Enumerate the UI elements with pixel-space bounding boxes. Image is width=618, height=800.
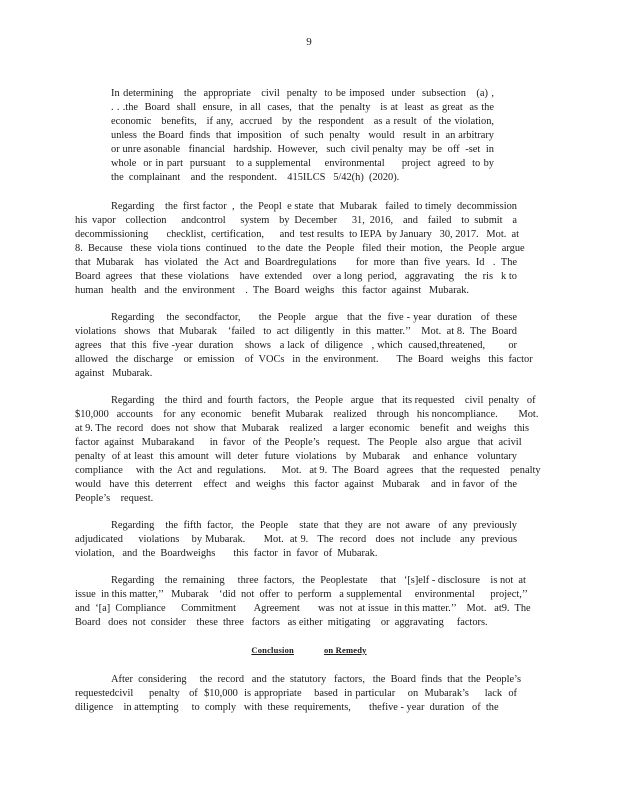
quote-line: whole or in part pursuant to a supplemental environmental project agreed to by [111,158,494,169]
paragraph-line: Regarding the first factor , the Peopl e state that Mubarak failed to timely decommission [111,201,517,212]
paragraph-line: decommissioning checklist, certification, and test results to IEPA by January 30, 2017. Mot. at [75,229,520,240]
page-number: 9 [306,36,312,48]
paragraph-line: factor against Mubarakand in favor of the People’s request. The People also argue that acivil [75,437,522,448]
section-heading-part2: on Remedy [323,645,367,655]
paragraph-line: After considering the record and the statutory factors, the Board finds that the People’s [111,674,522,685]
paragraph-line: $10,000 accounts for any economic benefit Mubarak realized through his noncompliance. Mot. [75,409,539,420]
paragraph-line: at 9. The record does not show that Mubarak realized a larger economic benefit and weighs this [75,423,530,434]
paragraph-line: 8. Because these viola tions continued to the date the People filed their motion, the People argue [75,243,525,254]
paragraph-line: Board does not consider these three factors as either mitigating or aggravating factors. [75,617,488,628]
paragraph-line: Regarding the secondfactor, the People argue that the five - year duration of these [111,312,517,323]
quote-line: the complainant and the respondent. 415ILCS 5/42(h) (2020). [111,172,400,183]
paragraph-line: violations shows that Mubarak ‘failed to act diligently in this matter.’’ Mot. at 8. The Board [75,326,517,337]
paragraph-line: Board agrees that these violations have extended over a long period, aggravating the ris k to [75,271,517,282]
paragraph-line: Regarding the third and fourth factors, the People argue that its requested civil penalty of [111,395,536,406]
paragraph-line: violation, and the Boardweighs this factor in favor of Mubarak. [75,548,378,559]
quote-line: economic benefits, if any, accrued by the respondent as a result of the violation, [111,116,494,127]
paragraph-line: Regarding the fifth factor, the People state that they are not aware of any previously [111,520,517,531]
paragraph-line: agrees that this five -year duration shows a lack of diligence , which caused,threatened, or [75,340,517,351]
quote-line: . . .the Board shall ensure, in all cases, that the penalty is at least as great as the [111,102,494,113]
quote-line: unless the Board finds that imposition of such penalty would result in an arbitrary [111,130,494,141]
paragraph-line: issue in this matter,’’ Mubarak ‘did not offer to perform a supplemental environmental project,’’ [75,589,528,600]
paragraph-line: requestedcivil penalty of $10,000 is appropriate based in particular on Mubarak’s lack of [75,688,517,699]
quote-line: or unre asonable financial hardship. However, such civil penalty may be off -set in [111,144,494,155]
paragraph-line: human health and the environment . The Board weighs this factor against Mubarak. [75,285,469,296]
paragraph-line: that Mubarak has violated the Act and Boardregulations for more than five years. Id . The [75,257,517,268]
section-heading-part1: Conclusion [251,645,294,655]
paragraph-line: allowed the discharge or emission of VOCs in the environment. The Board weighs this factor [75,354,533,365]
section-heading [0,645,618,655]
paragraph-line: against Mubarak. [75,368,153,379]
quote-line: In determining the appropriate civil penalty to be imposed under subsection (a) , [111,88,494,99]
paragraph-line: Regarding the remaining three factors, the Peoplestate that ‘[s]elf - disclosure is not at [111,575,526,586]
paragraph-line: adjudicated violations by Mubarak. Mot. at 9. The record does not include any previous [75,534,517,545]
paragraph-line: would have this deterrent effect and weighs this factor against Mubarak and in favor of the [75,479,517,490]
paragraph-line: diligence in attempting to comply with these requirements, thefive - year duration of the [75,702,499,713]
paragraph-line: and ‘[a] Compliance Commitment Agreement was not at issue in this matter.’’ Mot. at9. The [75,603,531,614]
paragraph-line: People’s request. [75,493,154,504]
paragraph-line: penalty of at least this amount will deter future violations by Mubarak and enhance voluntary [75,451,517,462]
paragraph-line: his vapor collection andcontrol system by December 31, 2016, and failed to submit a [75,215,517,226]
paragraph-line: compliance with the Act and regulations. Mot. at 9. The Board agrees that the requested penalty [75,465,541,476]
